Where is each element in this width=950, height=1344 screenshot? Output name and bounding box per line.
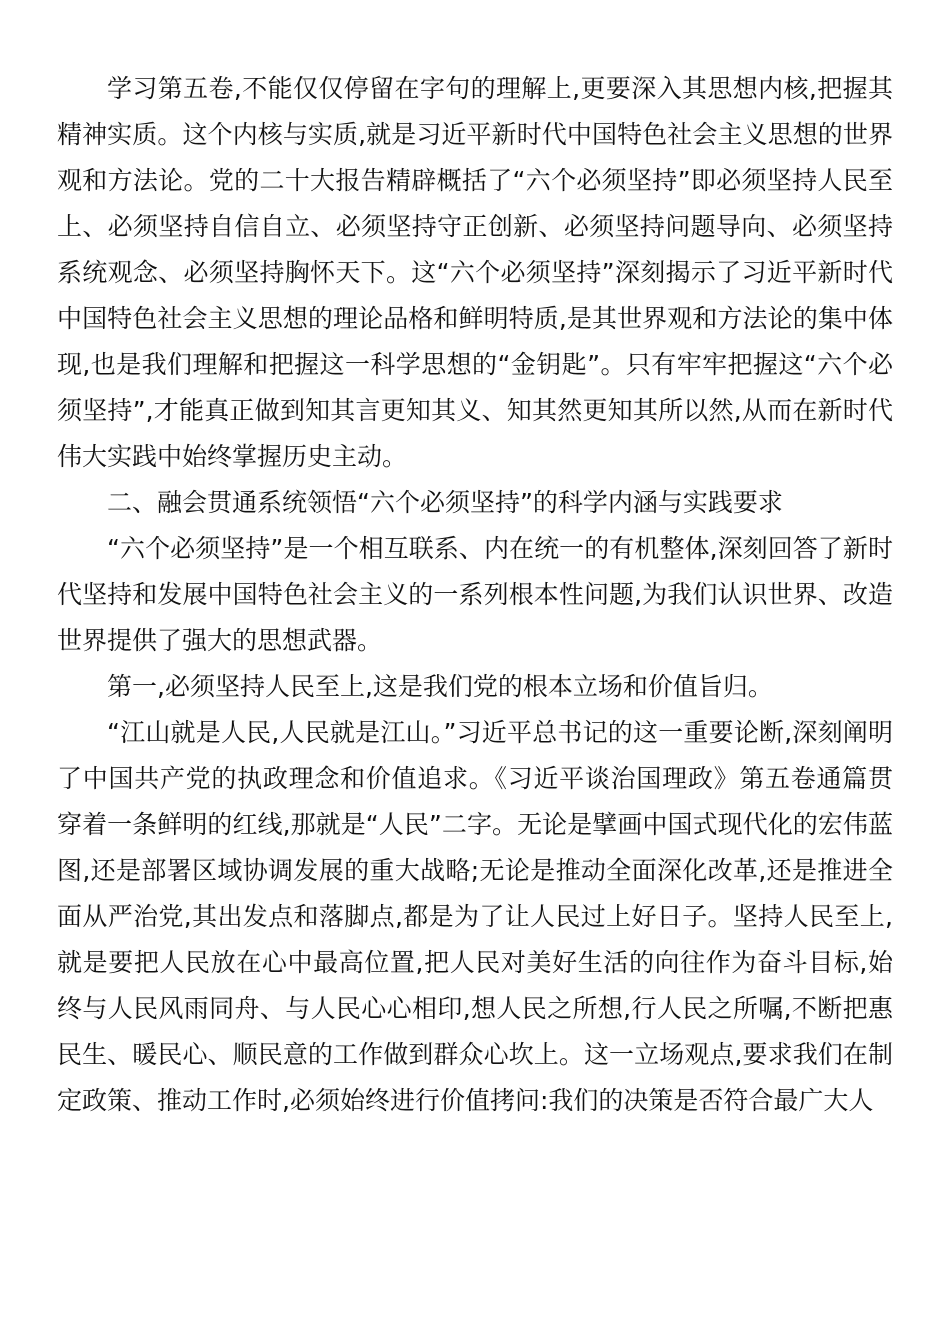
section-heading-two: 二、融会贯通系统领悟“六个必须坚持”的科学内涵与实践要求 bbox=[107, 488, 783, 517]
body-text bbox=[57, 66, 893, 1124]
paragraph-people-first: “江山就是人民,人民就是江山。”习近平总书记的这一重要论断,深刻阐明了中国共产党的执政理念和价值追求。《习近平谈治国理政》第五卷通篇贯穿着一条鲜明的红线,那就是“人民”二字。无论是擘画中国式现代化的宏伟蓝图,还是部署区域协调发展的重大战略;无论是推动全面深化改革,还是推进全面从严治党,其出发点和落脚点,都是为了让人民过上好日子。坚持人民至上,就是要把人民放在心中最高位置,把人民对美好生活的向往作为奋斗目标,始终与人民风雨同舟、与人民心心相印,想人民之所想,行人民之所嘱,不断把惠民生、暖民心、顺民意的工作做到群众心坎上。这一立场观点,要求我们在制定政策、推动工作时,必须始终进行价值拷问:我们的决策是否符合最广大人 bbox=[57, 718, 893, 1115]
paragraph-first-point: 第一,必须坚持人民至上,这是我们党的根本立场和价值旨归。 bbox=[107, 672, 773, 701]
paragraph-overview: “六个必须坚持”是一个相互联系、内在统一的有机整体,深刻回答了新时代坚持和发展中国特色社会主义的一系列根本性问题,为我们认识世界、改造世界提供了强大的思想武器。 bbox=[57, 534, 893, 655]
paragraph-essence: 学习第五卷,不能仅仅停留在字句的理解上,更要深入其思想内核,把握其精神实质。这个内核与实质,就是习近平新时代中国特色社会主义思想的世界观和方法论。党的二十大报告精辟概括了“六个必须坚持”即必须坚持人民至上、必须坚持自信自立、必须坚持守正创新、必须坚持问题导向、必须坚持系统观念、必须坚持胸怀天下。这“六个必须坚持”深刻揭示了习近平新时代中国特色社会主义思想的理论品格和鲜明特质,是其世界观和方法论的集中体现,也是我们理解和把握这一科学思想的“金钥匙”。只有牢牢把握这“六个必须坚持”,才能真正做到知其言更知其义、知其然更知其所以然,从而在新时代伟大实践中始终掌握历史主动。 bbox=[57, 74, 893, 471]
